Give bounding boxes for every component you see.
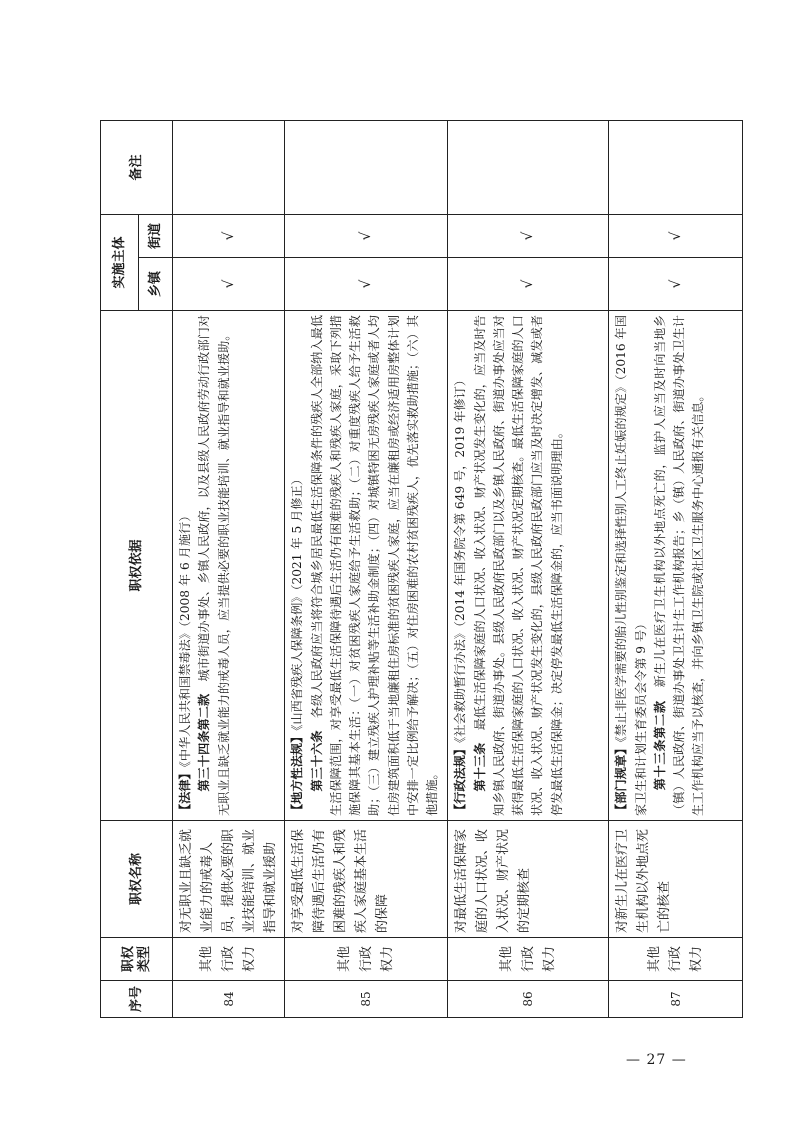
header-street: 街道 — [139, 214, 173, 257]
page-number: — 27 — — [626, 1052, 687, 1068]
row-street-check: √ — [173, 214, 285, 257]
table-row — [448, 120, 609, 1017]
table-row — [285, 120, 448, 1017]
row-type: 其他行政权力 — [448, 938, 609, 981]
row-town-check: √ — [448, 258, 609, 311]
basis-text: 新生儿在医疗卫生机构以外地点死亡的，监护人应当及时向当地乡（镇）人民政府、街道办事处卫生计生工作机构报告；乡（镇）人民政府、街道办事处卫生计生工作机构应当予以核查，并向乡镇卫生院或社区卫生服务中心通报有关信息。 — [652, 314, 706, 816]
row-basis — [448, 311, 609, 821]
basis-tag: 【地方性法规】 — [290, 730, 305, 816]
basis-clause: 第三十六条 — [309, 730, 324, 792]
row-name: 对无职业且缺乏就业能力的戒毒人员，提供必要的职业技能培训、就业指导和就业援助 — [173, 821, 285, 938]
basis-text: 城市街道办事处、乡镇人民政府，以及县级人民政府劳动行政部门对无职业且缺乏就业能力的戒毒人员，应当提供必要的职业技能培训、就业指导和就业援助。 — [197, 314, 231, 816]
row-num: 84 — [173, 981, 285, 1018]
table-row — [173, 120, 285, 1017]
header-basis: 职权依据 — [101, 311, 173, 821]
row-type: 其他行政权力 — [609, 938, 743, 981]
header-row — [101, 120, 139, 1017]
row-basis — [285, 311, 448, 821]
row-town-check: √ — [609, 258, 743, 311]
row-name: 对享受最低生活保障待遇后生活仍有困难的残疾人和残疾人家庭基本生活的保障 — [285, 821, 448, 938]
row-num: 87 — [609, 981, 743, 1018]
basis-clause: 第十三条第二款 — [652, 700, 667, 791]
row-type: 其他行政权力 — [285, 938, 448, 981]
row-street-check: √ — [285, 214, 448, 257]
row-basis — [173, 311, 285, 821]
row-town-check: √ — [285, 258, 448, 311]
table-row — [609, 120, 743, 1017]
row-name: 对新生儿在医疗卫生机构以外地点死亡的核查 — [609, 821, 743, 938]
basis-source: 《山西省残疾人保障条例》（2021 年 5 月修正） — [290, 473, 305, 731]
basis-source: 《社会救助暂行办法》（2014 年国务院令第 649 号，2019 年修订） — [453, 373, 468, 743]
basis-tag: 【部门规章】 — [614, 742, 629, 816]
header-implementer: 实施主体 — [101, 214, 139, 310]
basis-source: 《禁止非医学需要的胎儿性别鉴定和选择性别人工终止妊娠的规定》（2016 年国家卫生和计划生育委员会令第 9 号） — [614, 315, 648, 816]
basis-tag: 【法律】 — [178, 767, 192, 816]
header-name: 职权名称 — [101, 821, 173, 938]
header-note: 备注 — [101, 120, 173, 214]
basis-source: 《中华人民共和国禁毒法》（2008 年 6 月施行） — [178, 509, 192, 768]
row-street-check: √ — [448, 214, 609, 257]
row-town-check: √ — [173, 258, 285, 311]
row-note — [609, 120, 743, 214]
row-street-check: √ — [609, 214, 743, 257]
row-num: 86 — [448, 981, 609, 1018]
row-num: 85 — [285, 981, 448, 1018]
basis-text: 各级人民政府应当将符合城乡居民最低生活保障条件的残疾人全部纳入最低生活保障范围，对享受最低生活保障待遇后生活仍有困难的残疾人和残疾人家庭，采取下列措施保障其基本生活：（一）对贫困残疾人家庭给予生活救助；（二）对重度残疾人给予生活救助；（三）建立残疾人护理补贴等生活补助金制度；（四）对城镇特困无房残疾人家庭或者人均住房建筑面积低于当地廉租住房标准的贫困残疾人家庭，应当在廉租房或经济适用房整体计划中安排一定比例给予解决；（五）对住房困难的农村贫困残疾人，优先落实救助措施；（六）其他措施。 — [309, 314, 440, 816]
header-type: 职权类型 — [101, 938, 173, 981]
header-num: 序号 — [101, 981, 173, 1018]
basis-clause: 第三十四条第二款 — [197, 693, 212, 792]
row-type: 其他行政权力 — [173, 938, 285, 981]
rotated-page-content — [100, 121, 722, 1018]
authority-table — [100, 120, 743, 1018]
row-basis — [609, 311, 743, 821]
basis-clause: 第十三条 — [472, 742, 487, 792]
row-name: 对最低生活保障家庭的人口状况、收入状况、财产状况的定期核查 — [448, 821, 609, 938]
header-town: 乡镇 — [139, 258, 173, 311]
row-note — [173, 120, 285, 214]
basis-tag: 【行政法规】 — [453, 742, 468, 816]
basis-text: 最低生活保障家庭的人口状况、收入状况、财产状况发生变化的，应当及时告知乡镇人民政府、街道办事处。县级人民政府民政部门以及乡镇人民政府、街道办事处应当对获得最低生活保障家庭的人口状况、收入状况、财产状况定期核查。最低生活保障家庭的人口状况、收入状况、财产状况发生变化的，县级人民政府民政部门应当及时决定增发、减发或者停发最低生活保障金；决定停发最低生活保障金的，应当书面说明理由。 — [472, 314, 564, 816]
row-note — [285, 120, 448, 214]
row-note — [448, 120, 609, 214]
